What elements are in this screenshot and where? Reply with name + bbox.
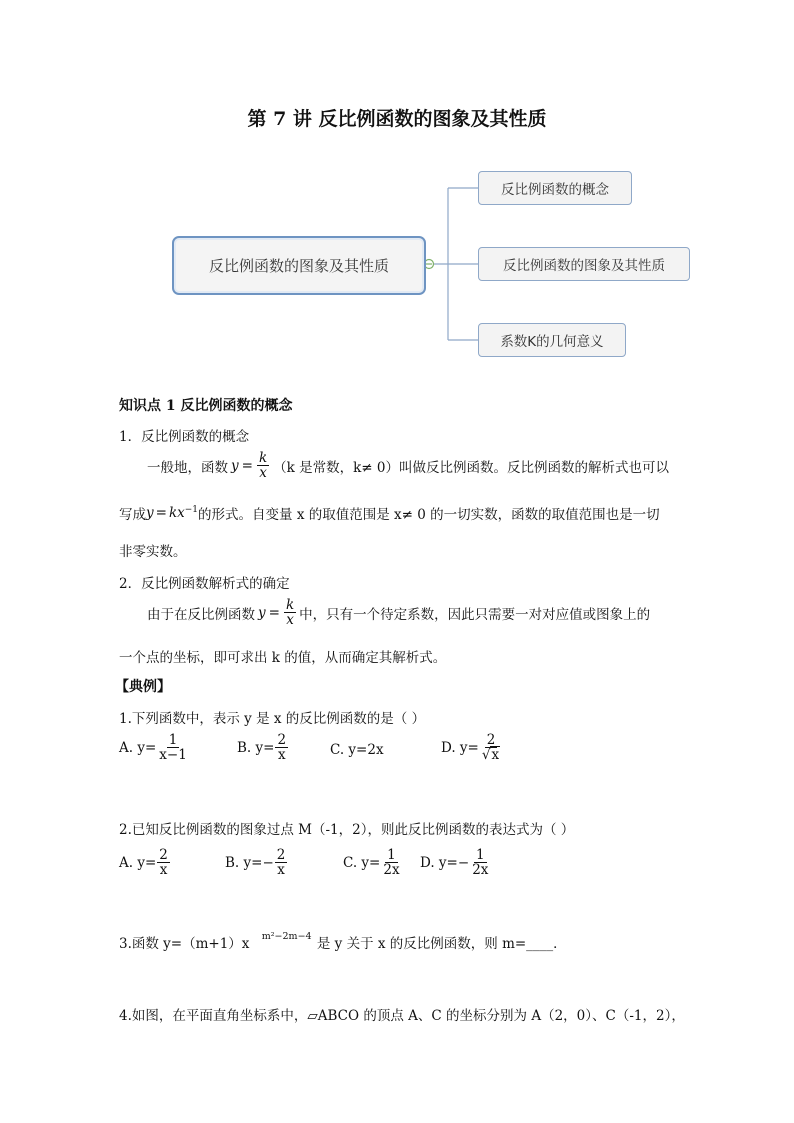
- paragraph-determination-cont: 一个点的坐标，即可求出 k 的值，从而确定其解析式。: [119, 650, 447, 666]
- q2-option-a: A. y= $\frac{2}{x}$: [119, 847, 168, 879]
- text: 写成: [119, 507, 146, 523]
- paragraph-alt-form: 写成 y = kx $^{-1}$ 的形式。自变量 x 的取值范围是 x≠ 0 的一切实数，函数的取值范围也是一切: [119, 505, 660, 523]
- text: 的形式。自变量 x 的取值范围是 x≠ 0 的一切实数，函数的取值范围也是一切: [198, 507, 660, 523]
- math-y: y: [146, 505, 154, 521]
- mindmap-branch-concept: 反比例函数的概念: [478, 171, 632, 205]
- item2-title: 2．反比例函数解析式的确定: [119, 576, 290, 592]
- mindmap-branch-graph: 反比例函数的图象及其性质: [478, 247, 690, 281]
- question-2: 2.已知反比例函数的图象过点 M（-1，2），则此反比例函数的表达式为（ ）: [119, 822, 575, 838]
- mindmap-branch-k-meaning: 系数K的几何意义: [478, 323, 626, 357]
- text: 由于在反比例函数: [147, 606, 255, 623]
- q1-option-c: C. y=2x: [330, 742, 384, 758]
- q2-option-c: C. y= $\frac{1}{2x}$: [343, 847, 400, 879]
- q2-option-d: D. y=− $\frac{1}{2x}$: [420, 847, 489, 879]
- paragraph-range: 非零实数。: [119, 544, 187, 560]
- sqrt-icon: √: [481, 747, 491, 764]
- exponent: m²−2m−4: [261, 930, 312, 942]
- mindmap-connectors: [0, 0, 794, 400]
- question-1: 1.下列函数中，表示 y 是 x 的反比例函数的是（ ）: [119, 711, 426, 727]
- mindmap-center-node: 反比例函数的图象及其性质: [172, 236, 426, 295]
- fraction-k-over-x: $\frac{k}{x}$: [285, 597, 295, 629]
- examples-heading: 【典例】: [115, 679, 171, 695]
- question-4: 4.如图，在平面直角坐标系中，▱ABCO 的顶点 A、C 的坐标分别为 A（2，0）、C（-1，2），: [119, 1008, 685, 1024]
- text: 3.函数 y=（m+1）x: [119, 936, 250, 952]
- fraction-k-over-x: $\frac{k}{x}$: [258, 450, 268, 482]
- text: 中，只有一个待定系数，因此只需要一对对应值或图象上的: [299, 606, 651, 623]
- text: （k 是常数，k≠ 0）叫做反比例函数。反比例函数的解析式也可以: [273, 459, 669, 476]
- math-y: y: [231, 457, 239, 474]
- math-y: y: [258, 604, 266, 621]
- q1-option-a: A. y= $\frac{1}{x-1}$: [119, 732, 187, 764]
- paragraph-definition: 一般地，函数 y = $\frac{k}{x}$ （k 是常数，k≠ 0）叫做反比例函数。反比例函数的解析式也可以: [147, 450, 669, 482]
- exponent: −1: [184, 505, 199, 515]
- section-heading: 知识点 1 反比例函数的概念: [119, 398, 293, 414]
- q1-option-b: B. y= $\frac{2}{x}$: [237, 732, 287, 764]
- question-3: [119, 932, 567, 952]
- q1-option-d: D. y= $\frac{2}{√x}$: [441, 732, 500, 764]
- text: 一般地，函数: [147, 459, 228, 476]
- text: 是 y 关于 x 的反比例函数，则 m=____．: [316, 936, 567, 952]
- q2-option-b: B. y=− $\frac{2}{x}$: [225, 847, 286, 879]
- paragraph-determination: 由于在反比例函数 y = $\frac{k}{x}$ 中，只有一个待定系数，因此只需要一对对应值或图象上的: [147, 597, 651, 629]
- math-kx: kx: [168, 505, 185, 521]
- page-title: 第 7 讲 反比例函数的图象及其性质: [247, 108, 547, 130]
- item1-title: 1．反比例函数的概念: [119, 429, 250, 445]
